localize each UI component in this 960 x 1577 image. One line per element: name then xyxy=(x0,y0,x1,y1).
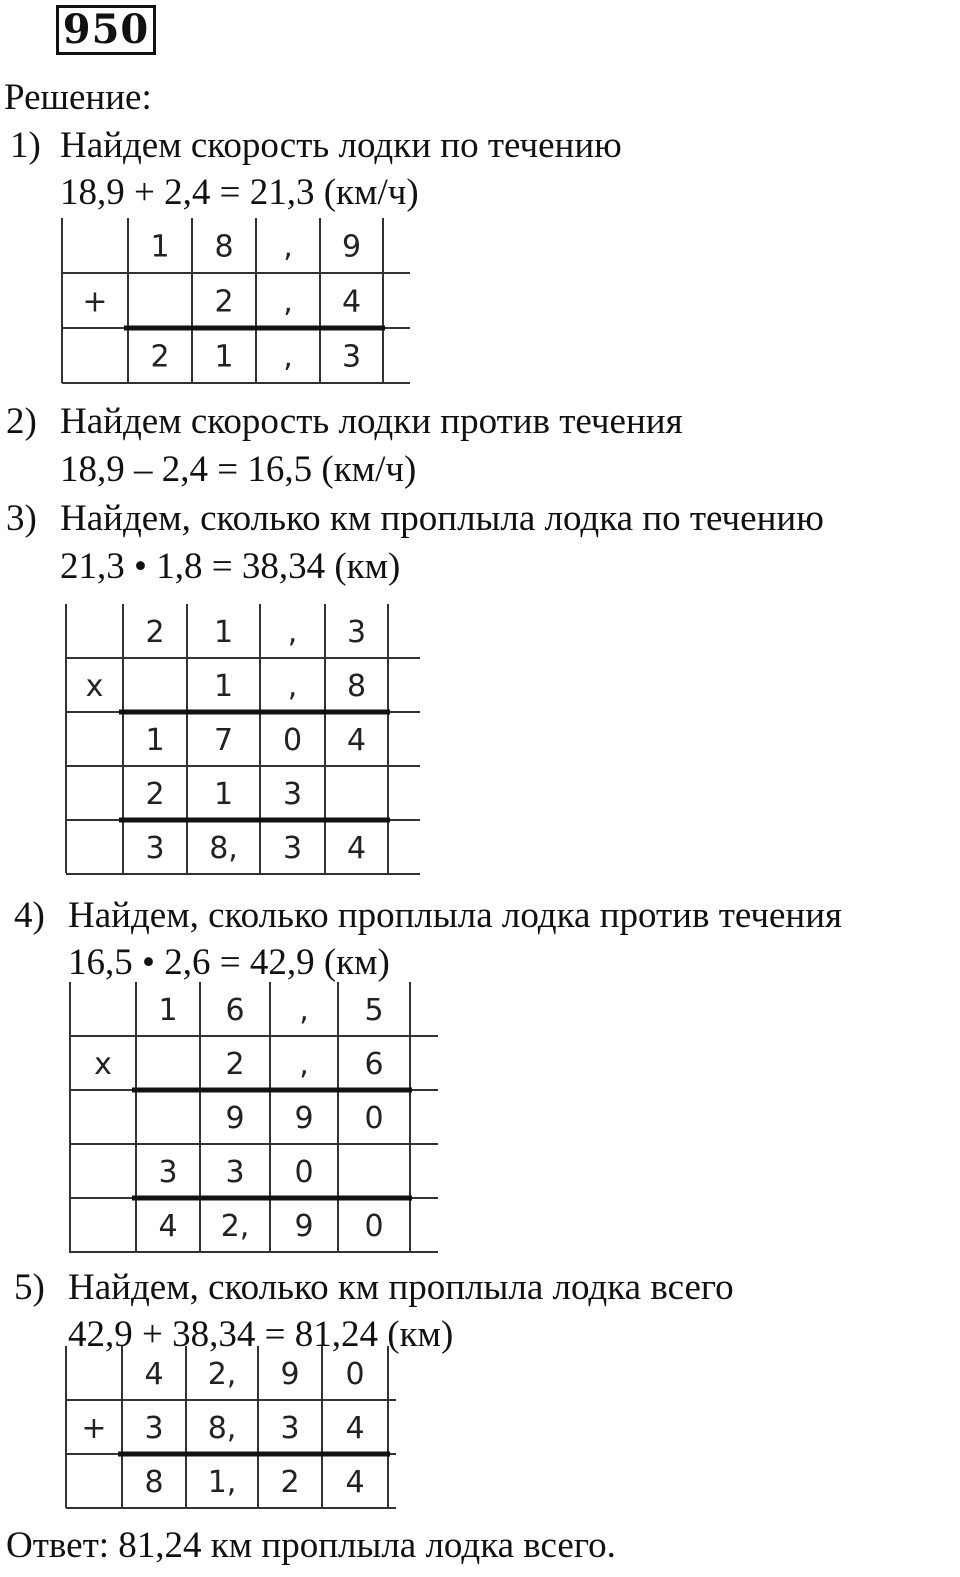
grid-cell-digit: 0 xyxy=(345,1357,365,1392)
grid-cell-digit: 2 xyxy=(214,284,234,320)
step-4-index: 4) xyxy=(14,895,45,936)
grid-cell-digit: 8, xyxy=(207,1411,237,1446)
grid-cell-digit: , xyxy=(299,1047,309,1082)
grid-cell-digit: 8, xyxy=(209,831,238,866)
grid-cell-digit: , xyxy=(299,993,309,1028)
answer-text: Ответ: 81,24 км проплыла лодка всего. xyxy=(6,1525,616,1566)
grid-cell-digit: , xyxy=(283,339,293,375)
grid-cell-digit: 2 xyxy=(280,1465,300,1500)
step-5-title: Найдем, сколько км проплыла лодка всего xyxy=(68,1267,734,1308)
grid-cell-digit: 1 xyxy=(150,229,170,265)
grid-cell-digit: 3 xyxy=(280,1411,300,1446)
grid-cell-digit: 1 xyxy=(213,777,234,812)
grid-cell-digit: 3 xyxy=(225,1155,245,1190)
grid-cell-digit: 4 xyxy=(341,284,362,320)
grid-cell-digit: 8 xyxy=(144,1465,164,1500)
grid-cell-digit: 0 xyxy=(282,723,303,758)
grid-cell-digit: x xyxy=(94,1047,112,1082)
grid-cell-digit: , xyxy=(283,284,293,320)
grid-cell-digit: 9 xyxy=(341,229,362,265)
grid-cell-digit: 8 xyxy=(214,229,234,265)
grid-cell-digit: 1 xyxy=(214,339,234,375)
addition-grid-2 xyxy=(66,1346,396,1508)
grid-cell-digit: 1 xyxy=(213,669,234,704)
grid-cell-digit: 9 xyxy=(294,1209,314,1244)
grid-cell-digit: , xyxy=(287,615,298,650)
step-4-equation: 16,5 • 2,6 = 42,9 (км) xyxy=(68,942,390,983)
grid-cell-digit: 2 xyxy=(145,615,165,650)
step-5-index: 5) xyxy=(14,1267,45,1308)
grid-cell-digit: 1, xyxy=(207,1465,237,1500)
grid-cell-digit: 3 xyxy=(346,615,367,650)
step-3-index: 3) xyxy=(6,498,37,539)
grid-cell-digit: 7 xyxy=(213,723,234,758)
solution-heading: Решение: xyxy=(4,77,152,118)
grid-cell-digit: 1 xyxy=(213,615,234,650)
grid-cell-digit: + xyxy=(82,284,108,320)
grid-cell-digit: , xyxy=(287,669,298,704)
step-3-equation: 21,3 • 1,8 = 38,34 (км) xyxy=(60,546,401,587)
grid-cell-digit: 2 xyxy=(150,339,170,375)
step-3-title: Найдем, сколько км проплыла лодка по течению xyxy=(60,498,824,539)
grid-cell-digit: 3 xyxy=(341,339,362,375)
grid-cell-digit: 9 xyxy=(225,1101,245,1136)
grid-cell-digit: 4 xyxy=(345,1465,365,1500)
grid-cell-digit: 4 xyxy=(346,831,367,866)
step-1-index: 1) xyxy=(10,125,41,166)
grid-cell-digit: 2, xyxy=(220,1209,250,1244)
addition-grid-1 xyxy=(62,218,410,383)
problem-number: 950 xyxy=(56,5,156,55)
grid-cell-digit: 2, xyxy=(207,1357,237,1392)
grid-cell-digit: 5 xyxy=(364,993,384,1028)
grid-cell-digit: 3 xyxy=(145,831,165,866)
step-2-title: Найдем скорость лодки против течения xyxy=(60,401,683,442)
step-2-equation: 18,9 – 2,4 = 16,5 (км/ч) xyxy=(60,449,417,490)
grid-cell-digit: 4 xyxy=(345,1411,365,1446)
grid-cell-digit: 4 xyxy=(158,1209,178,1244)
grid-cell-digit: 2 xyxy=(145,777,165,812)
grid-cell-digit: 0 xyxy=(364,1101,384,1136)
grid-cell-digit: 3 xyxy=(282,777,303,812)
step-1-equation: 18,9 + 2,4 = 21,3 (км/ч) xyxy=(60,172,419,213)
grid-cell-digit: 8 xyxy=(346,669,367,704)
grid-cell-digit: 9 xyxy=(294,1101,314,1136)
grid-cell-digit: 3 xyxy=(158,1155,178,1190)
grid-cell-digit: 4 xyxy=(144,1357,164,1392)
grid-cell-digit: 3 xyxy=(144,1411,164,1446)
step-5-equation: 42,9 + 38,34 = 81,24 (км) xyxy=(68,1314,454,1355)
grid-cell-digit: 6 xyxy=(225,993,245,1028)
grid-cell-digit: , xyxy=(283,229,293,265)
grid-cell-digit: + xyxy=(81,1411,107,1446)
grid-cell-digit: 4 xyxy=(346,723,367,758)
grid-cell-digit: 1 xyxy=(145,723,165,758)
grid-cell-digit: x xyxy=(85,669,104,704)
multiplication-grid-1 xyxy=(66,604,420,874)
step-1-title: Найдем скорость лодки по течению xyxy=(60,125,622,166)
grid-cell-digit: 1 xyxy=(158,993,178,1028)
grid-cell-digit: 9 xyxy=(280,1357,300,1392)
grid-cell-digit: 3 xyxy=(282,831,303,866)
grid-cell-digit: 2 xyxy=(225,1047,245,1082)
step-2-index: 2) xyxy=(6,401,37,442)
grid-cell-digit: 0 xyxy=(294,1155,314,1190)
grid-cell-digit: 0 xyxy=(364,1209,384,1244)
multiplication-grid-2 xyxy=(70,982,438,1253)
grid-cell-digit: 6 xyxy=(364,1047,384,1082)
step-4-title: Найдем, сколько проплыла лодка против течения xyxy=(68,895,843,936)
